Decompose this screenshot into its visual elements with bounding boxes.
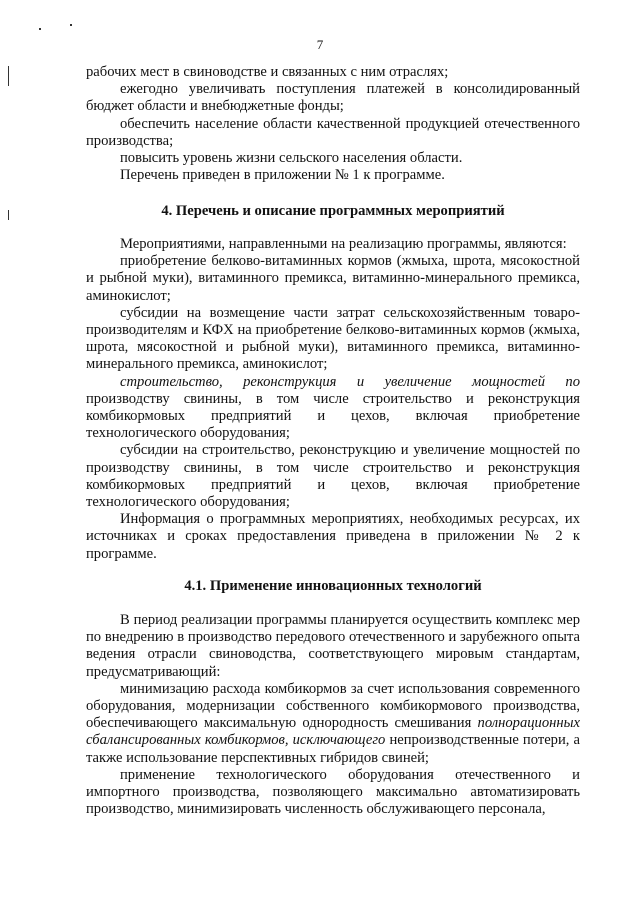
scan-edge-mark <box>8 210 9 220</box>
italic-lead: строительство, реконструкция и увеличение мощностей по <box>120 373 580 390</box>
section-4-1-para-2 <box>86 681 580 767</box>
section-4-para-4-text: производству свинины, в том числе строительство и реконструкция комбикормовых предприятий и цехов, включая приобретение технологического оборудования; <box>86 390 580 442</box>
scan-dot <box>70 24 72 26</box>
intro-line-5: Перечень приведен в приложении № 1 к программе. <box>120 167 445 184</box>
section-4-1-para-2-tail: непроизводственные потери, а также использование перспективных гибридов свиней; <box>86 732 580 766</box>
section-4-1-title: 4.1. Применение инновационных технологий <box>184 578 482 594</box>
section-4-title: 4. Перечень и описание программных мероприятий <box>161 203 505 219</box>
section-4-1-para-2-text: минимизацию расхода комбикормов за счет использования современного оборудования, модернизации собственного комбикормового производства, обеспечивающего максимальную однородность смешивания <box>86 680 580 732</box>
intro-line-4: повысить уровень жизни сельского населения области. <box>120 150 463 167</box>
section-4-1-para-1: В период реализации программы планируется осуществить комплекс мер по внедрению в производство передового отечественного и зарубежного опыта ведения отрасли свиноводства, соответствующего мировым стандартам, предусматривающий: <box>86 612 580 680</box>
section-4-para-6: Информация о программных мероприятиях, необходимых ресурсах, их источниках и сроках предоставления приведена в приложении № 2 к программе. <box>86 511 580 562</box>
italic-mid: полнорационных сбалансированных комбикормов, исключающего <box>86 715 580 749</box>
intro-block <box>86 64 580 184</box>
scan-dot <box>39 28 41 30</box>
page-number: 7 <box>316 37 324 52</box>
section-4-para-2: приобретение белково-витаминных кормов (жмыха, шрота, мясокостной и рыбной муки), витаминного премикса, витаминно-минерального премикса, аминокислот; <box>86 253 580 304</box>
scan-edge-mark <box>8 66 9 86</box>
intro-line-2: ежегодно увеличивать поступления платежей в консолидированный бюджет области и внебюджетные фонды; <box>86 81 580 115</box>
intro-line-3: обеспечить население области качественной продукцией отечественного производства; <box>86 115 580 149</box>
section-4-1-body <box>86 612 580 818</box>
section-4-para-1: Мероприятиями, направленными на реализацию программы, являются: <box>120 236 567 252</box>
section-4-para-5: субсидии на строительство, реконструкцию и увеличение мощностей по производству свинины, в том числе строительство и реконструкция комбикормовых предприятий и цехов, включая приобретение технологического оборудования; <box>86 442 580 511</box>
section-4-1-para-3: применение технологического оборудования отечественного и импортного производства, позволяющего максимально автоматизировать производство, минимизировать численность обслуживающего персонала, <box>86 766 580 818</box>
intro-line-1: рабочих мест в свиноводстве и связанных с ним отраслях; <box>86 64 449 80</box>
section-4-body <box>86 236 580 563</box>
section-4-para-4 <box>86 374 580 443</box>
section-4-para-3: субсидии на возмещение части затрат сельскохозяйственным товаро-производителям и КФХ на приобретение белково-витаминных кормов (жмыха, шрота, мясокостной и рыбной муки), витаминного премикса, витаминно-минерального премикса, аминокислот; <box>86 304 580 373</box>
